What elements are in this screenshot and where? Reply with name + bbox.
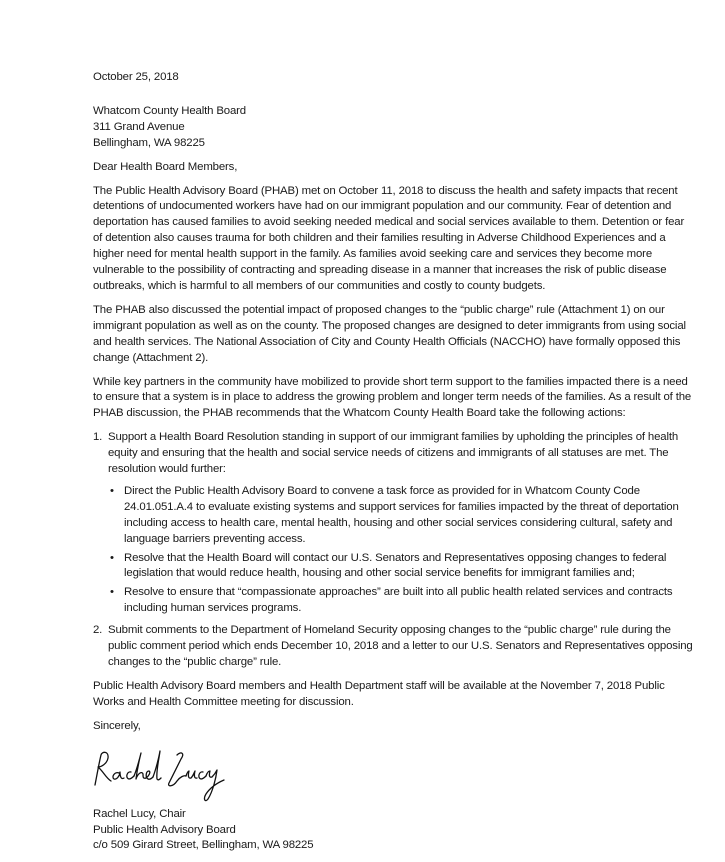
bullet-text: Resolve to ensure that “compassionate approaches” are built into all public health related services and contracts including human services programs. <box>124 586 673 615</box>
signer-address: c/o 509 Girard Street, Bellingham, WA 98225 <box>93 839 314 852</box>
bullet-text: Resolve that the Health Board will contact our U.S. Senators and Representatives opposing changes to federal legislation that would reduce health, housing and other social service benefits for immigrant families and; <box>124 551 667 580</box>
recipient-street: 311 Grand Avenue <box>93 120 185 133</box>
body-paragraph-2: The PHAB also discussed the potential impact of proposed changes to the “public charge” rule (Attachment 1) on our immigrant population as well as on the county. The proposed changes are designed to deter immigrants from using social and health services. The National Association of City and County Health Officials (NACCHO) have formally opposed this change (Attachment 2). <box>93 303 686 364</box>
action-item-1 <box>93 430 693 617</box>
bullet-item <box>108 585 693 617</box>
recipient-city: Bellingham, WA 98225 <box>93 136 205 149</box>
signer-organization: Public Health Advisory Board <box>93 823 236 836</box>
bullet-icon: • <box>110 586 114 599</box>
action-text: Submit comments to the Department of Homeland Security opposing changes to the “public charge” rule during the public comment period which ends December 10, 2018 and a letter to our U.S. Senators and Representatives opposing changes to the “public charge” rule. <box>108 624 693 668</box>
letter-date: October 25, 2018 <box>93 71 179 83</box>
closing-paragraph: Public Health Advisory Board members and Health Department staff will be available at the November 7, 2018 Public Works and Health Committee meeting for discussion. <box>93 679 665 708</box>
letter-page <box>93 70 693 854</box>
signature-icon <box>89 745 239 807</box>
action-number: 2. <box>93 624 103 637</box>
bullet-item <box>108 551 693 583</box>
action-item-2 <box>93 623 693 671</box>
closing: Sincerely, <box>93 719 141 732</box>
body-paragraph-3: While key partners in the community have mobilized to provide short term support to the families impacted there is a need to ensure that a system is in place to address the growing problem and longer term needs of the families. As a result of the PHAB discussion, the PHAB recommends that the Whatcom County Health Board take the following actions: <box>93 375 692 420</box>
signature-image <box>89 745 693 807</box>
bullet-icon: • <box>110 551 114 564</box>
bullet-icon: • <box>110 484 114 497</box>
signer-block <box>93 807 693 855</box>
signer-name-title: Rachel Lucy, Chair <box>93 807 186 820</box>
bullet-item <box>108 484 693 548</box>
recommended-actions-list <box>93 430 693 671</box>
action-text: Support a Health Board Resolution standing in support of our immigrant families by upholding the principles of health equity and ensuring that the health and social service needs of citizens and immigrants of all statuses are met. The resolution would further: <box>108 431 679 476</box>
recipient-name: Whatcom County Health Board <box>93 104 246 117</box>
body-paragraph-1: The Public Health Advisory Board (PHAB) met on October 11, 2018 to discuss the health and safety impacts that recent detentions of undocumented workers have had on our immigrant population and our community. Fear of detention and deportation has caused families to avoid seeking needed medical and social services available to them. Detention or fear of detention also causes trauma for both children and their families resulting in Adverse Childhood Experiences and a higher need for mental health support in the family. As families avoid seeking care and services they become more vulnerable to the possibility of contracting and spreading disease in a manner that increases the risk of public disease outbreaks, which is harmful to all members of our communities and costly to county budgets. <box>93 184 685 292</box>
resolution-bullets <box>108 484 693 617</box>
bullet-text: Direct the Public Health Advisory Board to convene a task force as provided for in Whatcom County Code 24.01.051.A.4 to evaluate existing systems and support services for families impacted by the threat of deportation including access to health care, mental health, housing and other social services considering cultural, safety and language barriers preventing access. <box>124 484 679 545</box>
action-number: 1. <box>93 431 103 444</box>
salutation: Dear Health Board Members, <box>93 160 238 173</box>
recipient-address <box>93 104 693 152</box>
